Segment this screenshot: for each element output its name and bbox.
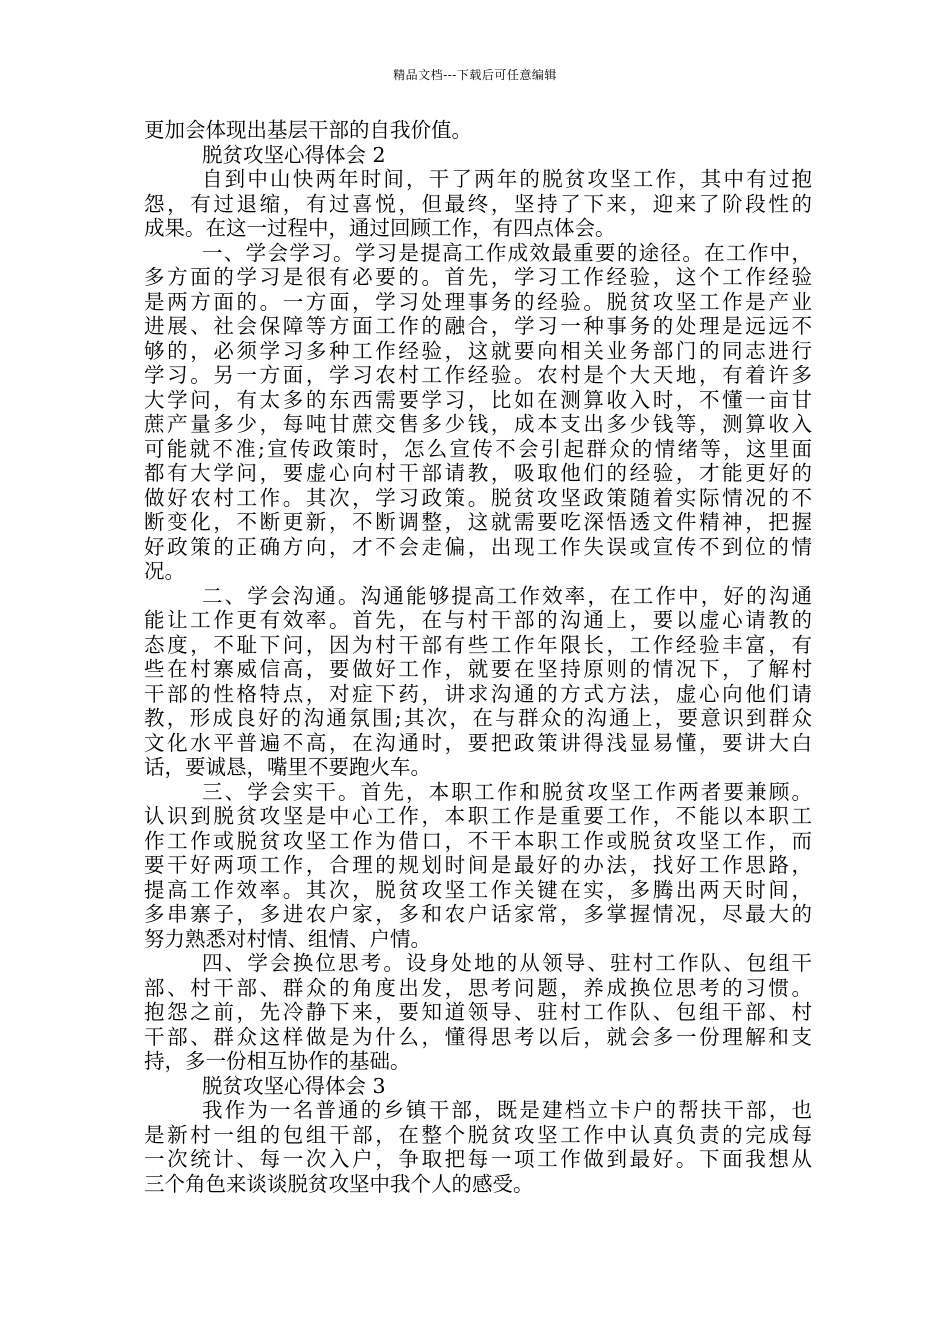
- text-line: 好政策的正确方向，才不会走偏，出现工作失误或宣传不到位的情: [144, 534, 812, 559]
- text-line: 可能就不准;宣传政策时，怎么宣传不会引起群众的情绪等，这里面: [144, 436, 812, 461]
- text-line: 我作为一名普通的乡镇干部，既是建档立卡户的帮扶干部，也: [202, 1098, 812, 1122]
- text-line: 认识到脱贫攻坚是中心工作，本职工作是重要工作，不能以本职工: [144, 804, 812, 828]
- text-line: 一、学会学习。学习是提高工作成效最重要的途径。在工作中，: [202, 240, 812, 265]
- text-line: 态度，不耻下问，因为村干部有些工作年限长，工作经验丰富，有: [144, 632, 812, 657]
- text-line: 部、村干部、群众的角度出发，思考问题，养成换位思考的习惯。: [144, 975, 812, 1000]
- text-line: 做好农村工作。其次，学习政策。脱贫攻坚政策随着实际情况的不: [144, 485, 812, 510]
- text-line: 三、学会实干。首先，本职工作和脱贫攻坚工作两者要兼顾。: [202, 779, 812, 804]
- text-line: 些在村寨威信高，要做好工作，就要在坚持原则的情况下，了解村: [144, 657, 812, 681]
- text-line: 都有大学问，要虚心向村干部请教，吸取他们的经验，才能更好的: [144, 461, 812, 485]
- text-line: 蔗产量多少，每吨甘蔗交售多少钱，成本支出多少钱等，测算收入: [144, 412, 812, 436]
- text-line: 多串寨子，多进农户家，多和农户话家常，多掌握情况，尽最大的: [144, 902, 812, 926]
- text-line: 一次统计、每一次入户，争取把每一项工作做到最好。下面我想从: [144, 1147, 812, 1171]
- text-line: 多方面的学习是很有必要的。首先，学习工作经验，这个工作经验: [144, 265, 812, 289]
- text-line: 文化水平普遍不高，在沟通时，要把政策讲得浅显易懂，要讲大白: [144, 730, 812, 755]
- text-line: 作工作或脱贫攻坚工作为借口，不干本职工作或脱贫攻坚工作，而: [144, 828, 812, 853]
- text-line: 自到中山快两年时间，干了两年的脱贫攻坚工作，其中有过抱: [202, 167, 812, 191]
- text-line: 能让工作更有效率。首先，在与村干部的沟通上，要以虚心请教的: [144, 608, 812, 632]
- text-line: 是两方面的。一方面，学习处理事务的经验。脱贫攻坚工作是产业: [144, 289, 812, 314]
- text-line: 持，多一份相互协作的基础。: [144, 1049, 411, 1073]
- page-header: 精品文档---下载后可任意编辑: [393, 68, 557, 82]
- text-line: 成果。在这一过程中，通过回顾工作，有四点体会。: [144, 216, 616, 240]
- text-line: 是新村一组的包组干部，在整个脱贫攻坚工作中认真负责的完成每: [144, 1122, 812, 1147]
- text-line: 二、学会沟通。沟通能够提高工作效率，在工作中，好的沟通: [202, 583, 812, 608]
- text-line: 学习。另一方面，学习农村工作经验。农村是个大天地，有着许多: [144, 363, 812, 387]
- text-line: 怨，有过退缩，有过喜悦，但最终，坚持了下来，迎来了阶段性的: [144, 191, 812, 216]
- text-line: 提高工作效率。其次，脱贫攻坚工作关键在实，多腾出两天时间，: [144, 877, 812, 902]
- text-line: 努力熟悉对村情、组情、户情。: [144, 926, 431, 951]
- document-body: [144, 118, 812, 1196]
- text-line: 况。: [144, 559, 185, 583]
- text-line: 三个角色来谈谈脱贫攻坚中我个人的感受。: [144, 1171, 534, 1196]
- text-line: 大学问，有太多的东西需要学习，比如在测算收入时，不懂一亩甘: [144, 387, 812, 412]
- text-line: 脱贫攻坚心得体会 2: [202, 142, 386, 167]
- text-line: 更加会体现出基层干部的自我价值。: [144, 118, 472, 142]
- text-line: 断变化，不断更新，不断调整，这就需要吃深悟透文件精神，把握: [144, 510, 812, 534]
- text-line: 教，形成良好的沟通氛围;其次，在与群众的沟通上，要意识到群众: [144, 706, 812, 730]
- text-line: 话，要诚恳，嘴里不要跑火车。: [144, 755, 431, 779]
- text-line: 干部、群众这样做是为什么，懂得思考以后，就会多一份理解和支: [144, 1024, 812, 1049]
- text-line: 进展、社会保障等方面工作的融合，学习一种事务的处理是远远不: [144, 314, 812, 338]
- text-line: 够的，必须学习多种工作经验，这就要向相关业务部门的同志进行: [144, 338, 812, 363]
- text-line: 脱贫攻坚心得体会 3: [202, 1073, 386, 1098]
- text-line: 要干好两项工作，合理的规划时间是最好的办法，找好工作思路，: [144, 853, 812, 877]
- text-line: 四、学会换位思考。设身处地的从领导、驻村工作队、包组干: [202, 951, 812, 975]
- text-line: 抱怨之前，先冷静下来，要知道领导、驻村工作队、包组干部、村: [144, 1000, 812, 1024]
- text-line: 干部的性格特点，对症下药，讲求沟通的方式方法，虚心向他们请: [144, 681, 812, 706]
